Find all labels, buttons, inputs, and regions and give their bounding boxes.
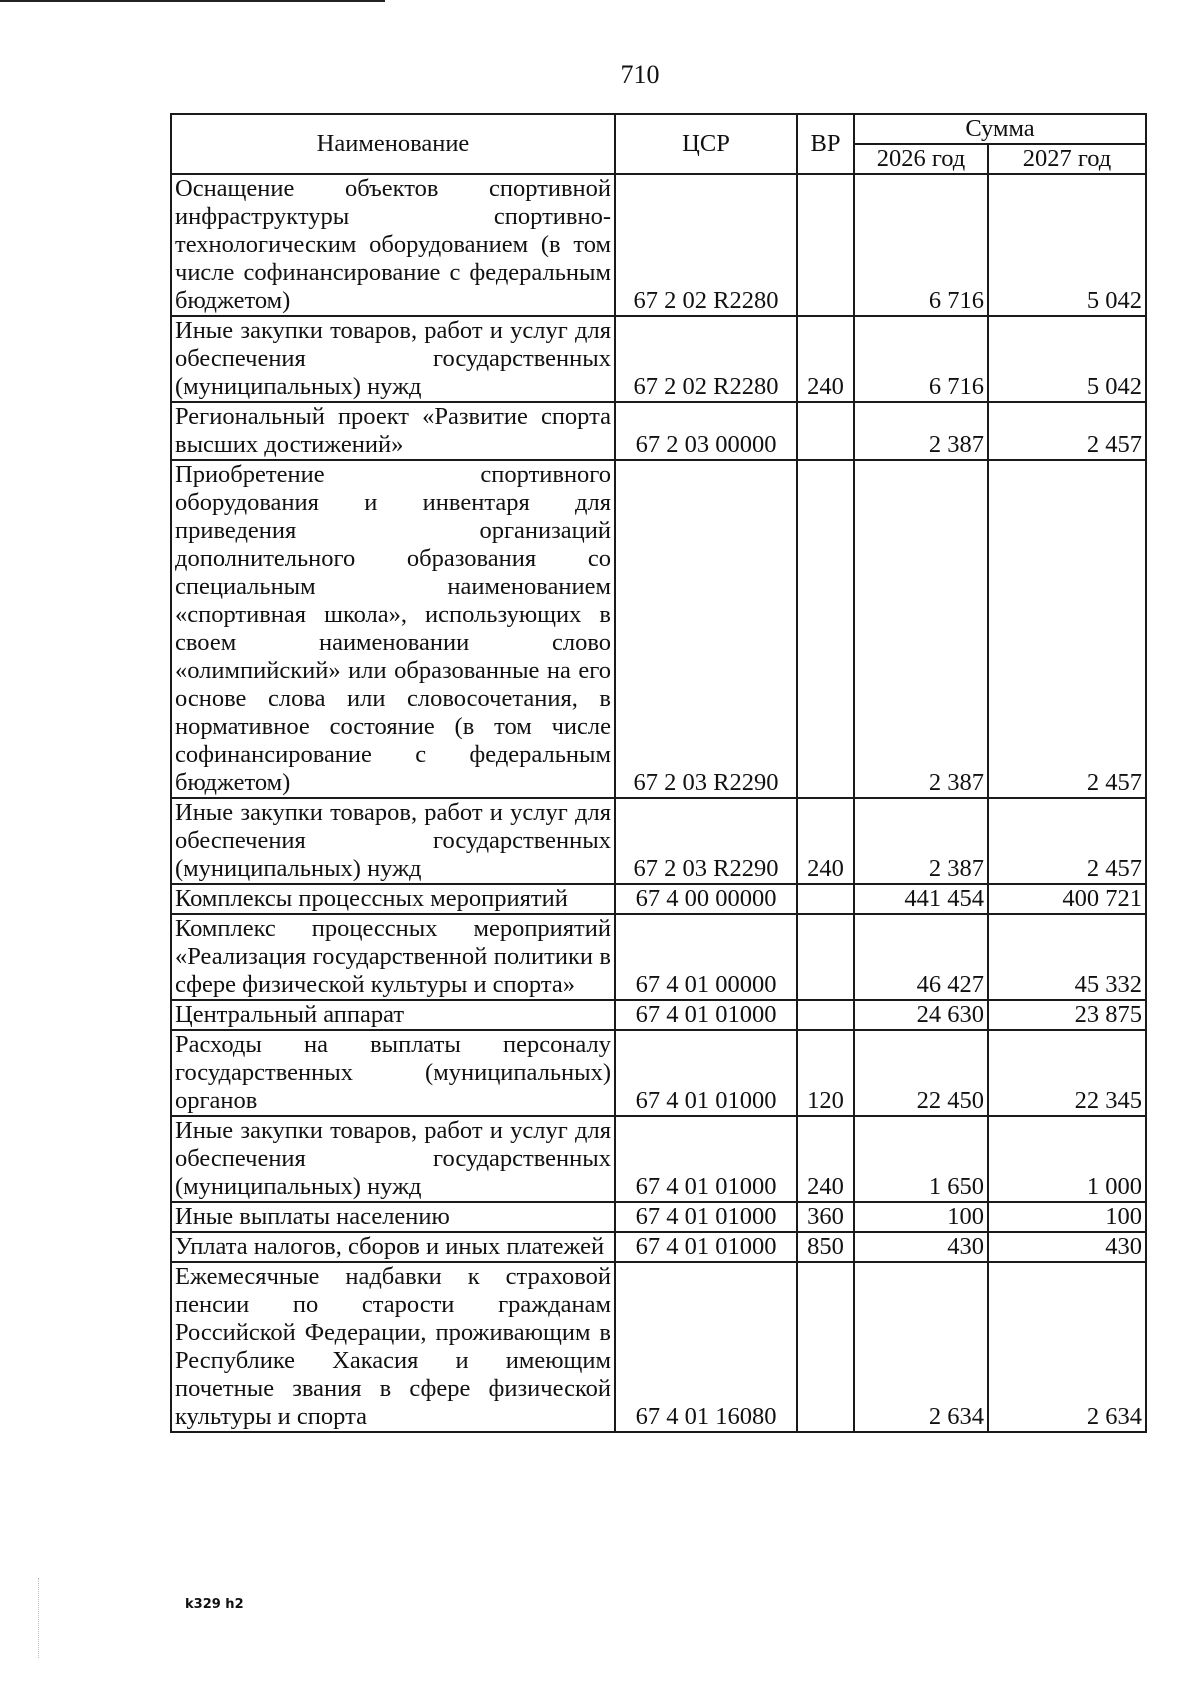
header-vr: ВР [797,114,854,174]
table-row [171,798,1146,884]
row-name-cell: Иные выплаты населению [171,1202,615,1232]
row-amount-2027-cell: 2 457 [988,402,1146,460]
row-vr-cell [797,460,854,798]
row-csr-cell: 67 4 01 01000 [615,1000,797,1030]
row-amount-2026-cell: 441 454 [854,884,988,914]
row-amount-2027-cell: 2 634 [988,1262,1146,1432]
row-vr-cell [797,884,854,914]
row-amount-2026-cell: 430 [854,1232,988,1262]
row-csr-cell: 67 2 02 R2280 [615,316,797,402]
row-amount-2027-cell: 5 042 [988,316,1146,402]
row-amount-2026-cell: 2 634 [854,1262,988,1432]
margin-scan-marks [38,1578,55,1658]
row-amount-2026-cell: 1 650 [854,1116,988,1202]
row-csr-cell: 67 4 01 01000 [615,1202,797,1232]
row-name-cell: Приобретение спортивного оборудования и инвентаря для приведения организаций дополнительного образования со специальным наименованием «спортивная школа», использующих в своем наименовании слово «олимпийский» или образованные на его основе слова или словосочетания, в нормативное состояние (в том числе софинансирование с федеральным бюджетом) [171,460,615,798]
row-csr-cell: 67 4 01 01000 [615,1030,797,1116]
row-amount-2026-cell: 6 716 [854,316,988,402]
row-csr-cell: 67 2 03 R2290 [615,460,797,798]
row-amount-2026-cell: 46 427 [854,914,988,1000]
budget-table [170,113,1147,1433]
row-name-cell: Региональный проект «Развитие спорта высших достижений» [171,402,615,460]
top-edge-line [0,0,385,2]
table-row [171,884,1146,914]
row-vr-cell: 850 [797,1232,854,1262]
row-vr-cell: 240 [797,798,854,884]
row-amount-2027-cell: 2 457 [988,460,1146,798]
row-amount-2027-cell: 5 042 [988,174,1146,316]
header-year-2026: 2026 год [854,144,988,174]
table-row [171,316,1146,402]
row-amount-2026-cell: 2 387 [854,798,988,884]
table-row [171,914,1146,1000]
row-csr-cell: 67 2 03 R2290 [615,798,797,884]
header-year-2027: 2027 год [988,144,1146,174]
table-body [171,174,1146,1432]
row-name-cell: Иные закупки товаров, работ и услуг для обеспечения государственных (муниципальных) нужд [171,798,615,884]
row-vr-cell [797,402,854,460]
header-csr: ЦСР [615,114,797,174]
header-row [171,114,1146,144]
row-vr-cell [797,1262,854,1432]
row-amount-2027-cell: 100 [988,1202,1146,1232]
header-sum: Сумма [854,114,1146,144]
row-amount-2027-cell: 22 345 [988,1030,1146,1116]
row-amount-2026-cell: 2 387 [854,460,988,798]
table-row [171,1202,1146,1232]
row-csr-cell: 67 4 01 16080 [615,1262,797,1432]
row-amount-2027-cell: 430 [988,1232,1146,1262]
row-name-cell: Комплексы процессных мероприятий [171,884,615,914]
row-vr-cell: 240 [797,1116,854,1202]
row-vr-cell [797,1000,854,1030]
row-vr-cell: 120 [797,1030,854,1116]
row-csr-cell: 67 2 03 00000 [615,402,797,460]
row-amount-2027-cell: 2 457 [988,798,1146,884]
row-csr-cell: 67 4 01 01000 [615,1116,797,1202]
row-amount-2026-cell: 2 387 [854,402,988,460]
row-amount-2027-cell: 45 332 [988,914,1146,1000]
table-row [171,402,1146,460]
row-csr-cell: 67 4 01 01000 [615,1232,797,1262]
table-row [171,1030,1146,1116]
row-name-cell: Центральный аппарат [171,1000,615,1030]
row-amount-2027-cell: 1 000 [988,1116,1146,1202]
footer-code: k329 h2 [185,1597,244,1612]
row-vr-cell [797,914,854,1000]
page-number: 710 [620,60,660,89]
row-vr-cell: 240 [797,316,854,402]
table-row [171,1232,1146,1262]
row-amount-2026-cell: 100 [854,1202,988,1232]
row-name-cell: Комплекс процессных мероприятий «Реализация государственной политики в сфере физической культуры и спорта» [171,914,615,1000]
row-amount-2026-cell: 24 630 [854,1000,988,1030]
header-name: Наименование [171,114,615,174]
row-csr-cell: 67 4 01 00000 [615,914,797,1000]
row-vr-cell [797,174,854,316]
row-amount-2027-cell: 400 721 [988,884,1146,914]
row-name-cell: Иные закупки товаров, работ и услуг для обеспечения государственных (муниципальных) нужд [171,316,615,402]
table-row [171,1262,1146,1432]
row-amount-2026-cell: 22 450 [854,1030,988,1116]
row-name-cell: Ежемесячные надбавки к страховой пенсии по старости гражданам Российской Федерации, проживающим в Республике Хакасия и имеющим почетные звания в сфере физической культуры и спорта [171,1262,615,1432]
row-amount-2027-cell: 23 875 [988,1000,1146,1030]
table-row [171,1116,1146,1202]
row-name-cell: Иные закупки товаров, работ и услуг для обеспечения государственных (муниципальных) нужд [171,1116,615,1202]
row-csr-cell: 67 2 02 R2280 [615,174,797,316]
row-name-cell: Расходы на выплаты персоналу государственных (муниципальных) органов [171,1030,615,1116]
table-row [171,460,1146,798]
row-name-cell: Уплата налогов, сборов и иных платежей [171,1232,615,1262]
table-row [171,1000,1146,1030]
row-name-cell: Оснащение объектов спортивной инфраструктуры спортивно-технологическим оборудованием (в том числе софинансирование с федеральным бюджетом) [171,174,615,316]
row-csr-cell: 67 4 00 00000 [615,884,797,914]
row-vr-cell: 360 [797,1202,854,1232]
table-row [171,174,1146,316]
row-amount-2026-cell: 6 716 [854,174,988,316]
